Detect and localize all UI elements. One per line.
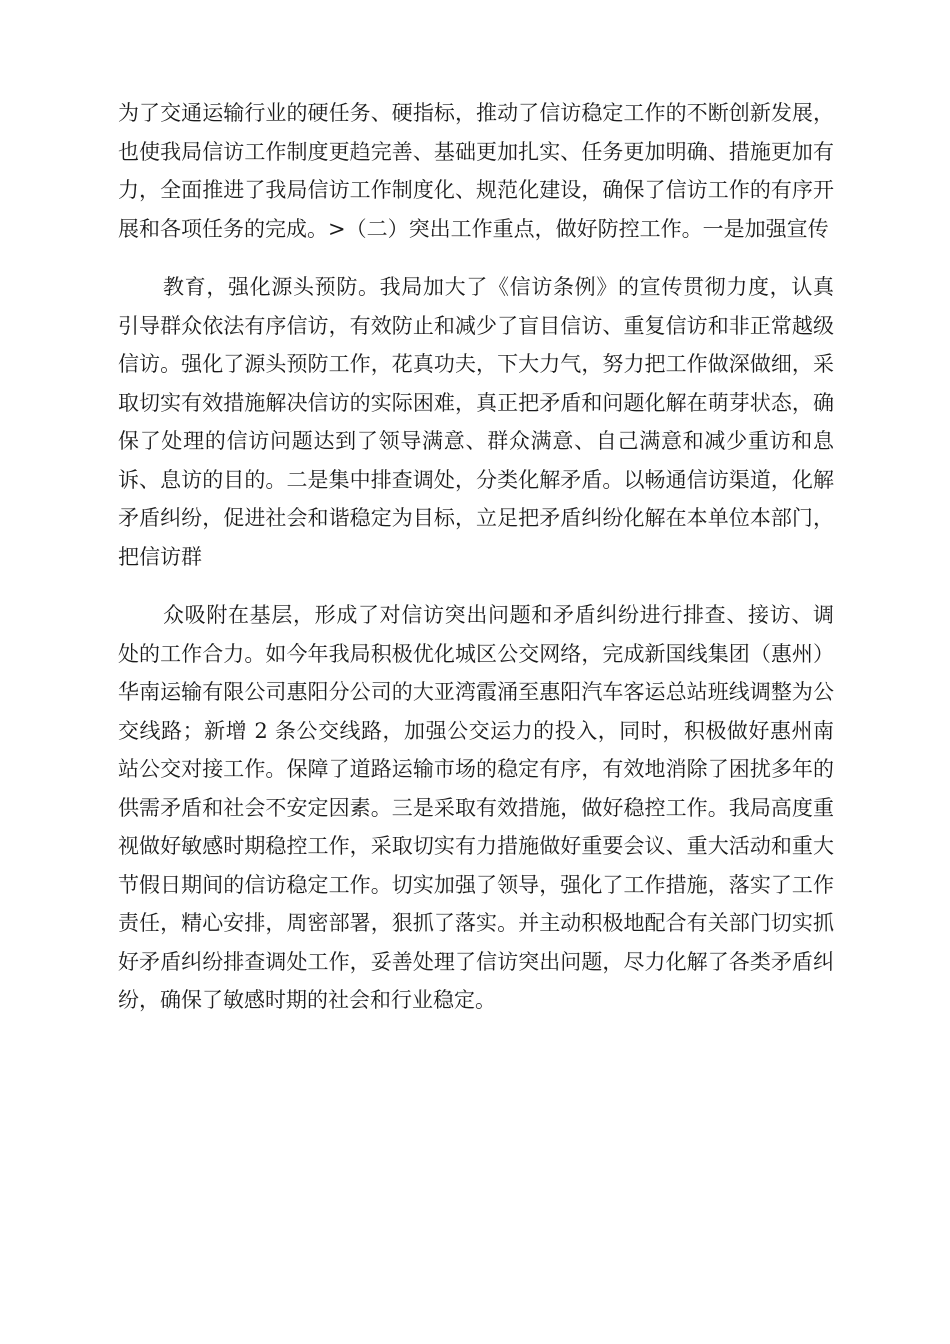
paragraph-1: 为了交通运输行业的硬任务、硬指标，推动了信访稳定工作的不断创新发展，也使我局信访工作制度更趋完善、基础更加扎实、任务更加明确、措施更加有力，全面推进了我局信访工作制度化、规范化建设，确保了信访工作的有序开展和各项任务的完成。>（二）突出工作重点，做好防控工作。一是加强宣传 bbox=[118, 101, 834, 241]
paragraph-2: 教育，强化源头预防。我局加大了《信访条例》的宣传贯彻力度，认真引导群众依法有序信访，有效防止和减少了盲目信访、重复信访和非正常越级信访。强化了源头预防工作，花真功夫，下大力气，努力把工作做深做细，采取切实有效措施解决信访的实际困难，真正把矛盾和问题化解在萌芽状态，确保了处理的信访问题达到了领导满意、群众满意、自己满意和减少重访和息诉、息访的目的。二是集中排查调处，分类化解矛盾。以畅通信访渠道，化解矛盾纠纷，促进社会和谐稳定为目标，立足把矛盾纠纷化解在本单位本部门，把信访群 bbox=[118, 275, 834, 569]
document-body bbox=[118, 94, 834, 1040]
paragraph-3: 众吸附在基层，形成了对信访突出问题和矛盾纠纷进行排查、接访、调处的工作合力。如今年我局积极优化城区公交网络，完成新国线集团（惠州）华南运输有限公司惠阳分公司的大亚湾霞涌至惠阳汽车客运总站班线调整为公交线路；新增 2 条公交线路，加强公交运力的投入，同时，积极做好惠州南站公交对接工作。保障了道路运输市场的稳定有序，有效地消除了困扰多年的供需矛盾和社会不安定因素。三是采取有效措施，做好稳控工作。我局高度重视做好敏感时期稳控工作，采取切实有力措施做好重要会议、重大活动和重大节假日期间的信访稳定工作。切实加强了领导，强化了工作措施，落实了工作责任，精心安排，周密部署，狠抓了落实。并主动积极地配合有关部门切实抓好矛盾纠纷排查调处工作，妥善处理了信访突出问题，尽力化解了各类矛盾纠纷，确保了敏感时期的社会和行业稳定。 bbox=[118, 603, 834, 1012]
